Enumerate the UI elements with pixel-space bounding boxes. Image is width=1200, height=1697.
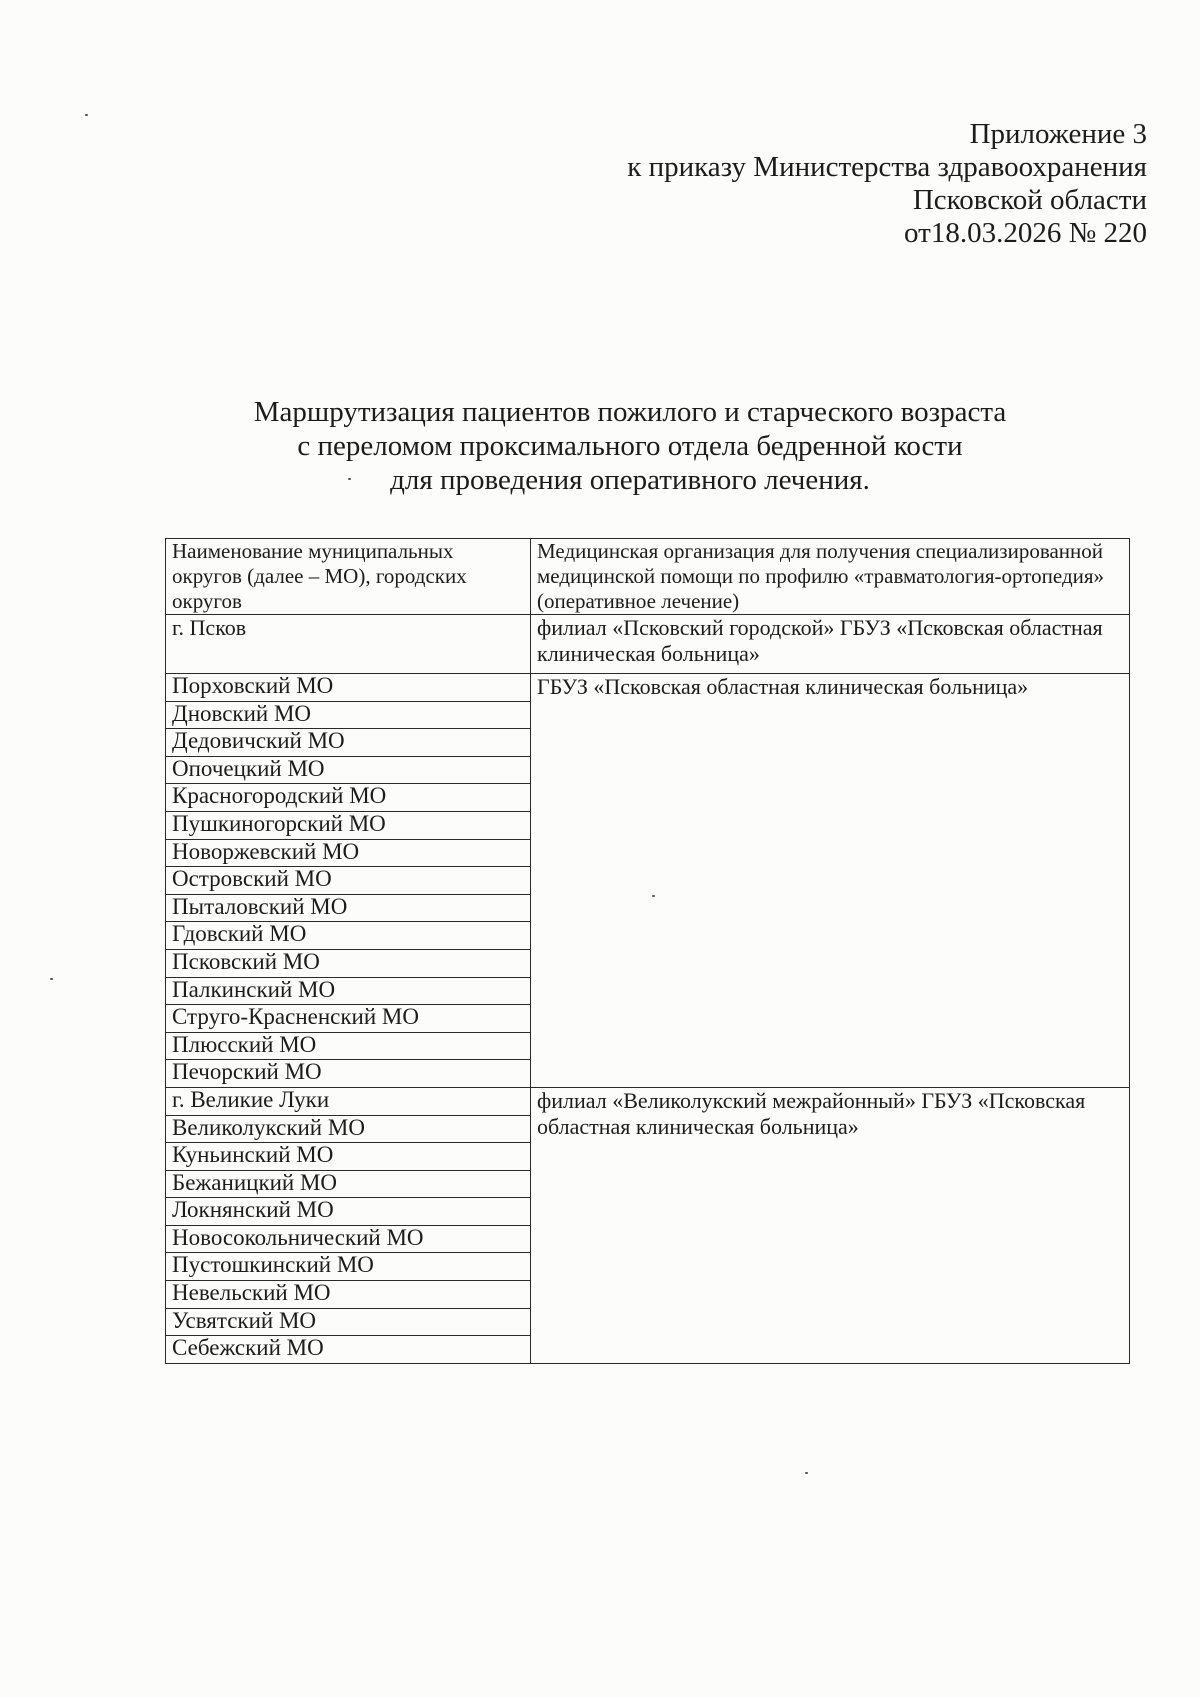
annex-region: Псковской области xyxy=(912,184,1147,216)
municipality-cell: Порховский МО xyxy=(166,674,531,702)
table-row xyxy=(166,674,1130,702)
municipality-cell: Пушкиногорский МО xyxy=(166,811,531,839)
annex-header xyxy=(627,118,1147,250)
annex-order-ref: к приказу Министерства здравоохранения xyxy=(627,151,1147,183)
title-line-2: с переломом проксимального отдела бедренной кости xyxy=(297,430,963,462)
municipality-cell: Псковский МО xyxy=(166,949,531,977)
municipality-cell: Плюсский МО xyxy=(166,1032,531,1060)
municipality-cell: Палкинский МО xyxy=(166,977,531,1005)
municipality-cell: Дновский МО xyxy=(166,701,531,729)
municipality-cell: Опочецкий МО xyxy=(166,756,531,784)
municipality-cell: г. Великие Луки xyxy=(166,1087,531,1115)
municipality-cell: Усвятский МО xyxy=(166,1308,531,1336)
municipality-cell: Великолукский МО xyxy=(166,1115,531,1143)
organization-cell: ГБУЗ «Псковская областная клиническая больница» xyxy=(531,674,1130,1088)
title-line-1: Маршрутизация пациентов пожилого и старческого возраста xyxy=(253,396,1007,428)
municipality-cell: Пыталовский МО xyxy=(166,894,531,922)
routing-table xyxy=(165,538,1130,1364)
header-municipalities: Наименование муниципальных округов (далее – МО), городских округов xyxy=(166,539,531,615)
municipality-cell: Куньинский МО xyxy=(166,1143,531,1171)
municipality-cell: Пустошкинский МО xyxy=(166,1253,531,1281)
table-header-row xyxy=(166,539,1130,615)
table-row xyxy=(166,1087,1130,1115)
organization-cell: филиал «Великолукский межрайонный» ГБУЗ «Псковская областная клиническая больница» xyxy=(531,1087,1130,1363)
header-medical-organization: Медицинская организация для получения специализированной медицинской помощи по профилю «травматология-ортопедия» (оперативное лечение) xyxy=(531,539,1130,615)
municipality-cell: Новосокольнический МО xyxy=(166,1225,531,1253)
municipality-cell: Невельский МО xyxy=(166,1281,531,1309)
document-title xyxy=(200,395,1060,497)
municipality-cell: Островский МО xyxy=(166,867,531,895)
municipality-cell: Новоржевский МО xyxy=(166,839,531,867)
table-row xyxy=(166,615,1130,674)
scan-speck xyxy=(50,978,53,980)
municipality-cell: г. Псков xyxy=(166,615,531,674)
annex-date-number: от18.03.2026 № 220 xyxy=(904,217,1147,249)
title-line-3: для проведения оперативного лечения. xyxy=(390,464,870,496)
municipality-cell: Дедовичский МО xyxy=(166,729,531,757)
scan-speck xyxy=(85,114,88,116)
scan-speck xyxy=(348,478,351,480)
annex-number: Приложение 3 xyxy=(969,118,1147,150)
scan-speck xyxy=(805,1472,808,1474)
municipality-cell: Красногородский МО xyxy=(166,784,531,812)
municipality-cell: Гдовский МО xyxy=(166,922,531,950)
municipality-cell: Себежский МО xyxy=(166,1336,531,1364)
municipality-cell: Печорский МО xyxy=(166,1060,531,1088)
municipality-cell: Струго-Красненский МО xyxy=(166,1005,531,1033)
organization-cell: филиал «Псковский городской» ГБУЗ «Псковская областная клиническая больница» xyxy=(531,615,1130,674)
scan-speck xyxy=(652,895,655,897)
municipality-cell: Локнянский МО xyxy=(166,1198,531,1226)
municipality-cell: Бежаницкий МО xyxy=(166,1170,531,1198)
